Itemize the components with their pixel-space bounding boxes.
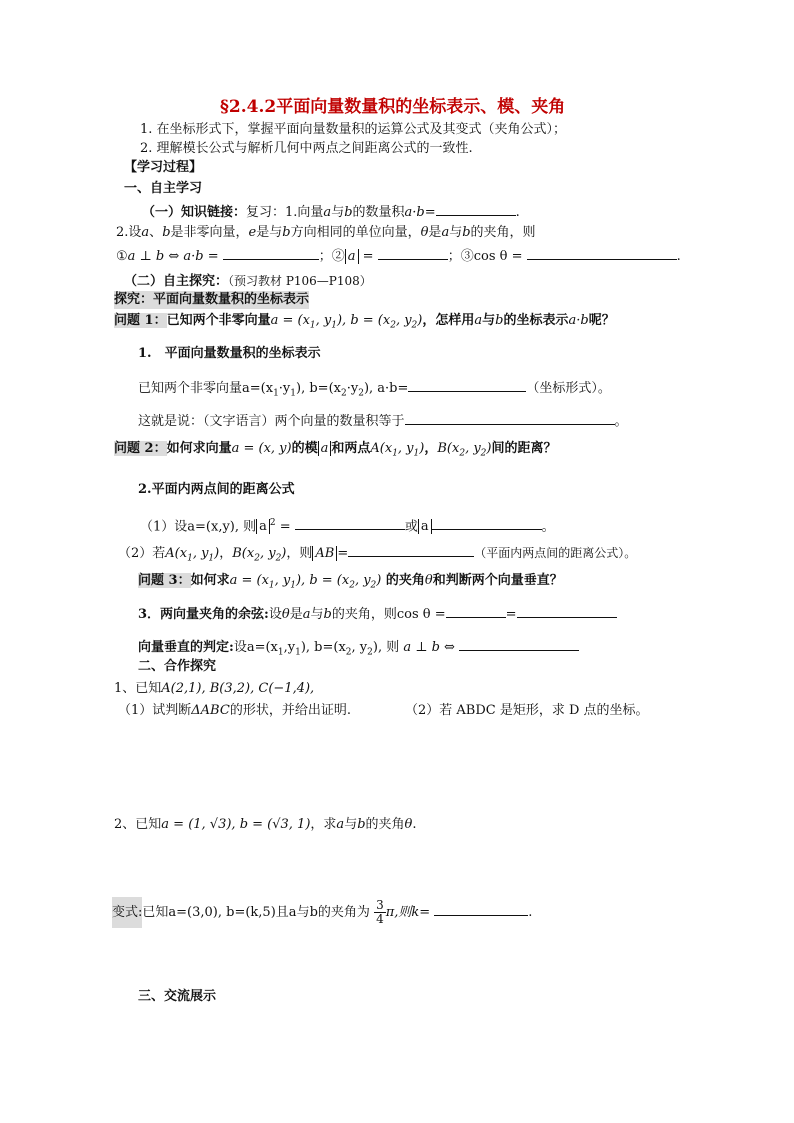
heading-1: 1. 平面向量数量积的坐标表示	[138, 346, 321, 361]
section-2-heading: 二、合作探究	[138, 659, 217, 674]
paragraph-5: 3．两向量夹角的余弦:设θ是a与b的夹角，则cos θ = =	[138, 604, 617, 624]
question-2: 问题 2：如何求向量a = (x, y)的模 a 和两点$A(x_1$, $y_1$)，$B(x_2$, $y_2$)间的距离？	[114, 441, 557, 459]
blank[interactable]	[348, 543, 474, 557]
question-3: 问题 3：如何求$a = (x_1$, $y_1$), $b = (x_2$, $y_2$) 的夹角θ和判断两个向量垂直？	[138, 573, 563, 591]
exercise-1: 1、已知A(2,1), B(3,2), C(−1,4),	[114, 681, 315, 696]
blank[interactable]	[378, 246, 448, 260]
blank[interactable]	[446, 604, 506, 618]
exercise-1-part-2: （2）若 ABDC 是矩形，求 D 点的坐标。	[405, 703, 649, 718]
paragraph-4: （2）若$A(x_1$, $y_1$)，$B(x_2$, $y_2$)，则 AB = （平面内两点间的距离公式）。	[118, 543, 636, 568]
section-3-heading: 三、交流展示	[138, 989, 217, 1004]
question-1: 问题 1：已知两个非零向量$a = (x_1$, $y_1$), $b = (x_2$, $y_2$)，怎样用a与b的坐标表示a·b呢？	[114, 313, 615, 331]
paragraph-1: 已知两个非零向量$a=(x_1\cdot y_1)$, $b=(x_2\cdot y_2)$, a·b= （坐标形式）。	[138, 378, 611, 403]
blank[interactable]	[436, 202, 516, 216]
page-title: §2.4.2平面向量数量积的坐标表示、模、夹角	[220, 97, 566, 117]
blank[interactable]	[459, 637, 579, 651]
fraction: $\frac{3}{4}$	[376, 898, 384, 926]
blank[interactable]	[517, 604, 617, 618]
section-1-heading: 一、自主学习	[124, 181, 203, 196]
blank[interactable]	[295, 516, 405, 530]
objective-2: 2. 理解模长公式与解析几何中两点之间距离公式的一致性.	[140, 141, 473, 156]
blank[interactable]	[432, 516, 542, 530]
heading-2: 2.平面内两点间的距离公式	[138, 482, 295, 497]
knowledge-label: （一）知识链接：	[142, 205, 247, 220]
variant-exercise: 变式:已知a=(3,0), b=(k,5)且a与b的夹角为 $\frac{3}{4}$ π,则k= .	[112, 898, 533, 926]
exercise-1-part-1: （1）试判断ΔABC的形状，并给出证明.	[118, 703, 351, 718]
inquiry-heading: 探究：平面向量数量积的坐标表示	[114, 292, 310, 307]
explore-line: （二）自主探究：（预习教材 P106—P108）	[124, 274, 372, 289]
blank[interactable]	[405, 411, 615, 425]
knowledge-line-1: （一）知识链接：复习：1.向量a与b的数量积a·b= .	[142, 202, 520, 222]
paragraph-2: 这就是说：（文字语言）两个向量的数量积等于 。	[138, 411, 628, 431]
blank[interactable]	[223, 246, 319, 260]
knowledge-line-3: ①a ⊥ b ⇔ a·b = ；② a = ；③cos θ = .	[116, 246, 681, 266]
process-header: 【学习过程】	[124, 160, 203, 175]
exercise-2: 2、已知a = (1, √3), b = (√3, 1)，求a与b的夹角θ.	[114, 817, 417, 832]
paragraph-6: 向量垂直的判定:设$a=(x_1,y_1)$, $b=(x_2$, $y_2$), 则 a ⊥ b ⇔	[138, 637, 579, 662]
blank[interactable]	[527, 246, 677, 260]
knowledge-line-2: 2.设a、b是非零向量，e是与b方向相同的单位向量，θ是a与b的夹角，则	[116, 225, 536, 240]
blank[interactable]	[408, 378, 526, 392]
objective-1: 1. 在坐标形式下，掌握平面向量数量积的运算公式及其变式（夹角公式）；	[140, 122, 567, 137]
blank[interactable]	[434, 902, 528, 916]
paragraph-3: （1）设a=(x,y), 则 a $^2$ = 或 a 。	[140, 518, 555, 535]
